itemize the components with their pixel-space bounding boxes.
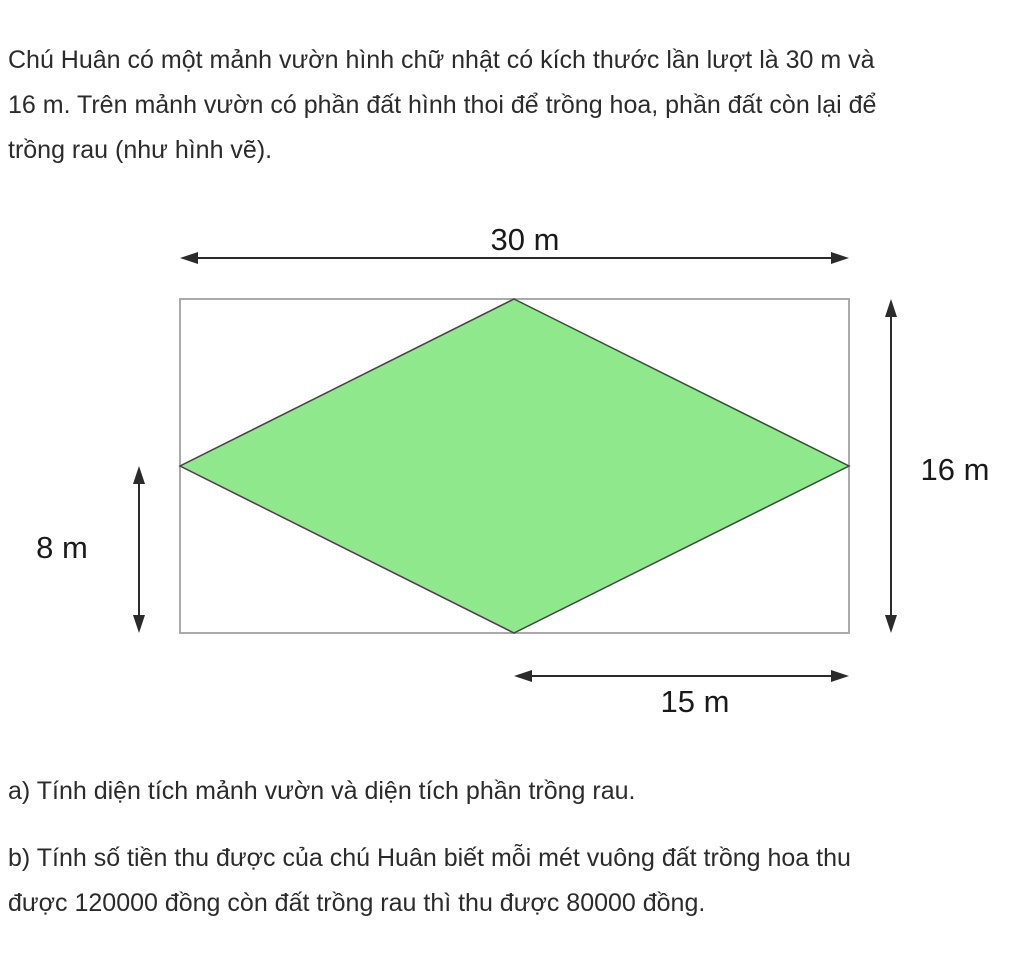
problem-statement: [8, 38, 1024, 173]
garden-diagram: [0, 200, 1024, 740]
half-height-label: 8 m: [36, 530, 88, 565]
width-label: 30 m: [490, 222, 560, 257]
problem-line-1: Chú Huân có một mảnh vườn hình chữ nhật có kích thước lần lượt là 30 m và: [8, 46, 875, 74]
problem-line-3: trồng rau (như hình vẽ).: [8, 136, 273, 164]
half-height-arrow: [133, 466, 145, 633]
height-arrow: [885, 299, 897, 633]
height-label: 16 m: [920, 452, 990, 487]
half-width-label: 15 m: [660, 684, 730, 719]
half-width-arrow: [514, 670, 849, 682]
question-b-line-2: được 120000 đồng còn đất trồng rau thì thu được 80000 đồng.: [8, 889, 706, 917]
question-a: a) Tính diện tích mảnh vườn và diện tích phần trồng rau.: [8, 777, 636, 805]
question-b-line-1: b) Tính số tiền thu được của chú Huân biết mỗi mét vuông đất trồng hoa thu: [8, 844, 851, 872]
question-b: [8, 836, 851, 926]
problem-line-2: 16 m. Trên mảnh vườn có phần đất hình thoi để trồng hoa, phần đất còn lại để: [8, 91, 877, 119]
